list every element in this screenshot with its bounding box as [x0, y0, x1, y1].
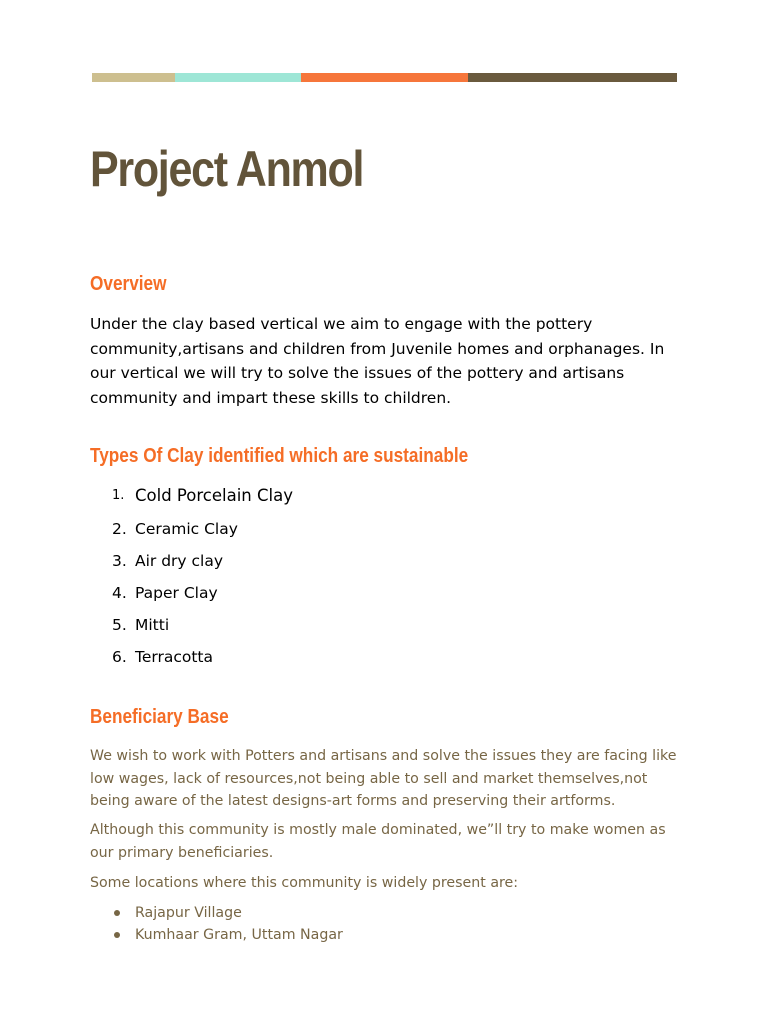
list-item-number: 5. [112, 616, 127, 634]
list-item-number: 2. [112, 520, 127, 538]
color-bar-segment [468, 73, 677, 82]
bullet-icon [114, 932, 120, 938]
list-item [90, 924, 343, 946]
decorative-color-bar [92, 73, 677, 82]
document-title: Project Anmol [90, 141, 364, 197]
list-item [90, 609, 293, 641]
locations-list [90, 902, 343, 946]
location-label: Kumhaar Gram, Uttam Nagar [135, 927, 343, 943]
list-item-number: 6. [112, 648, 127, 666]
list-item-label: Air dry clay [135, 552, 224, 570]
list-item [90, 513, 293, 545]
list-item-label: Ceramic Clay [135, 520, 238, 538]
list-item [90, 641, 293, 673]
list-item-label: Cold Porcelain Clay [135, 486, 293, 505]
list-item-number: 1. [112, 488, 125, 503]
location-label: Rajapur Village [135, 905, 242, 921]
list-item-label: Terracotta [135, 648, 213, 666]
list-item [90, 577, 293, 609]
list-item-label: Mitti [135, 616, 170, 634]
color-bar-segment [301, 73, 468, 82]
list-item [90, 902, 343, 924]
beneficiary-paragraph: Some locations where this community is widely present are: [90, 875, 519, 891]
list-item-number: 3. [112, 552, 127, 570]
overview-heading: Overview [90, 273, 167, 295]
list-item [90, 482, 293, 513]
beneficiary-paragraph: We wish to work with Potters and artisans and solve the issues they are facing like low wages, lack of resources,not being able to sell and market themselves,not being aware of the latest designs-art forms and preserving their artforms. [90, 748, 677, 809]
color-bar-segment [92, 73, 175, 82]
beneficiary-heading: Beneficiary Base [90, 706, 229, 728]
clay-types-heading: Types Of Clay identified which are sustainable [90, 445, 469, 467]
color-bar-segment [175, 73, 301, 82]
beneficiary-paragraph: Although this community is mostly male dominated, we”ll try to make women as our primary beneficiaries. [90, 822, 666, 861]
list-item [90, 545, 293, 577]
overview-paragraph: Under the clay based vertical we aim to engage with the pottery community,artisans and children from Juvenile homes and orphanages. In our vertical we will try to solve the issues of the pottery and artisans community and impart these skills to children. [90, 315, 665, 407]
bullet-icon [114, 910, 120, 916]
list-item-label: Paper Clay [135, 584, 218, 602]
clay-types-list [90, 482, 293, 673]
list-item-number: 4. [112, 584, 127, 602]
